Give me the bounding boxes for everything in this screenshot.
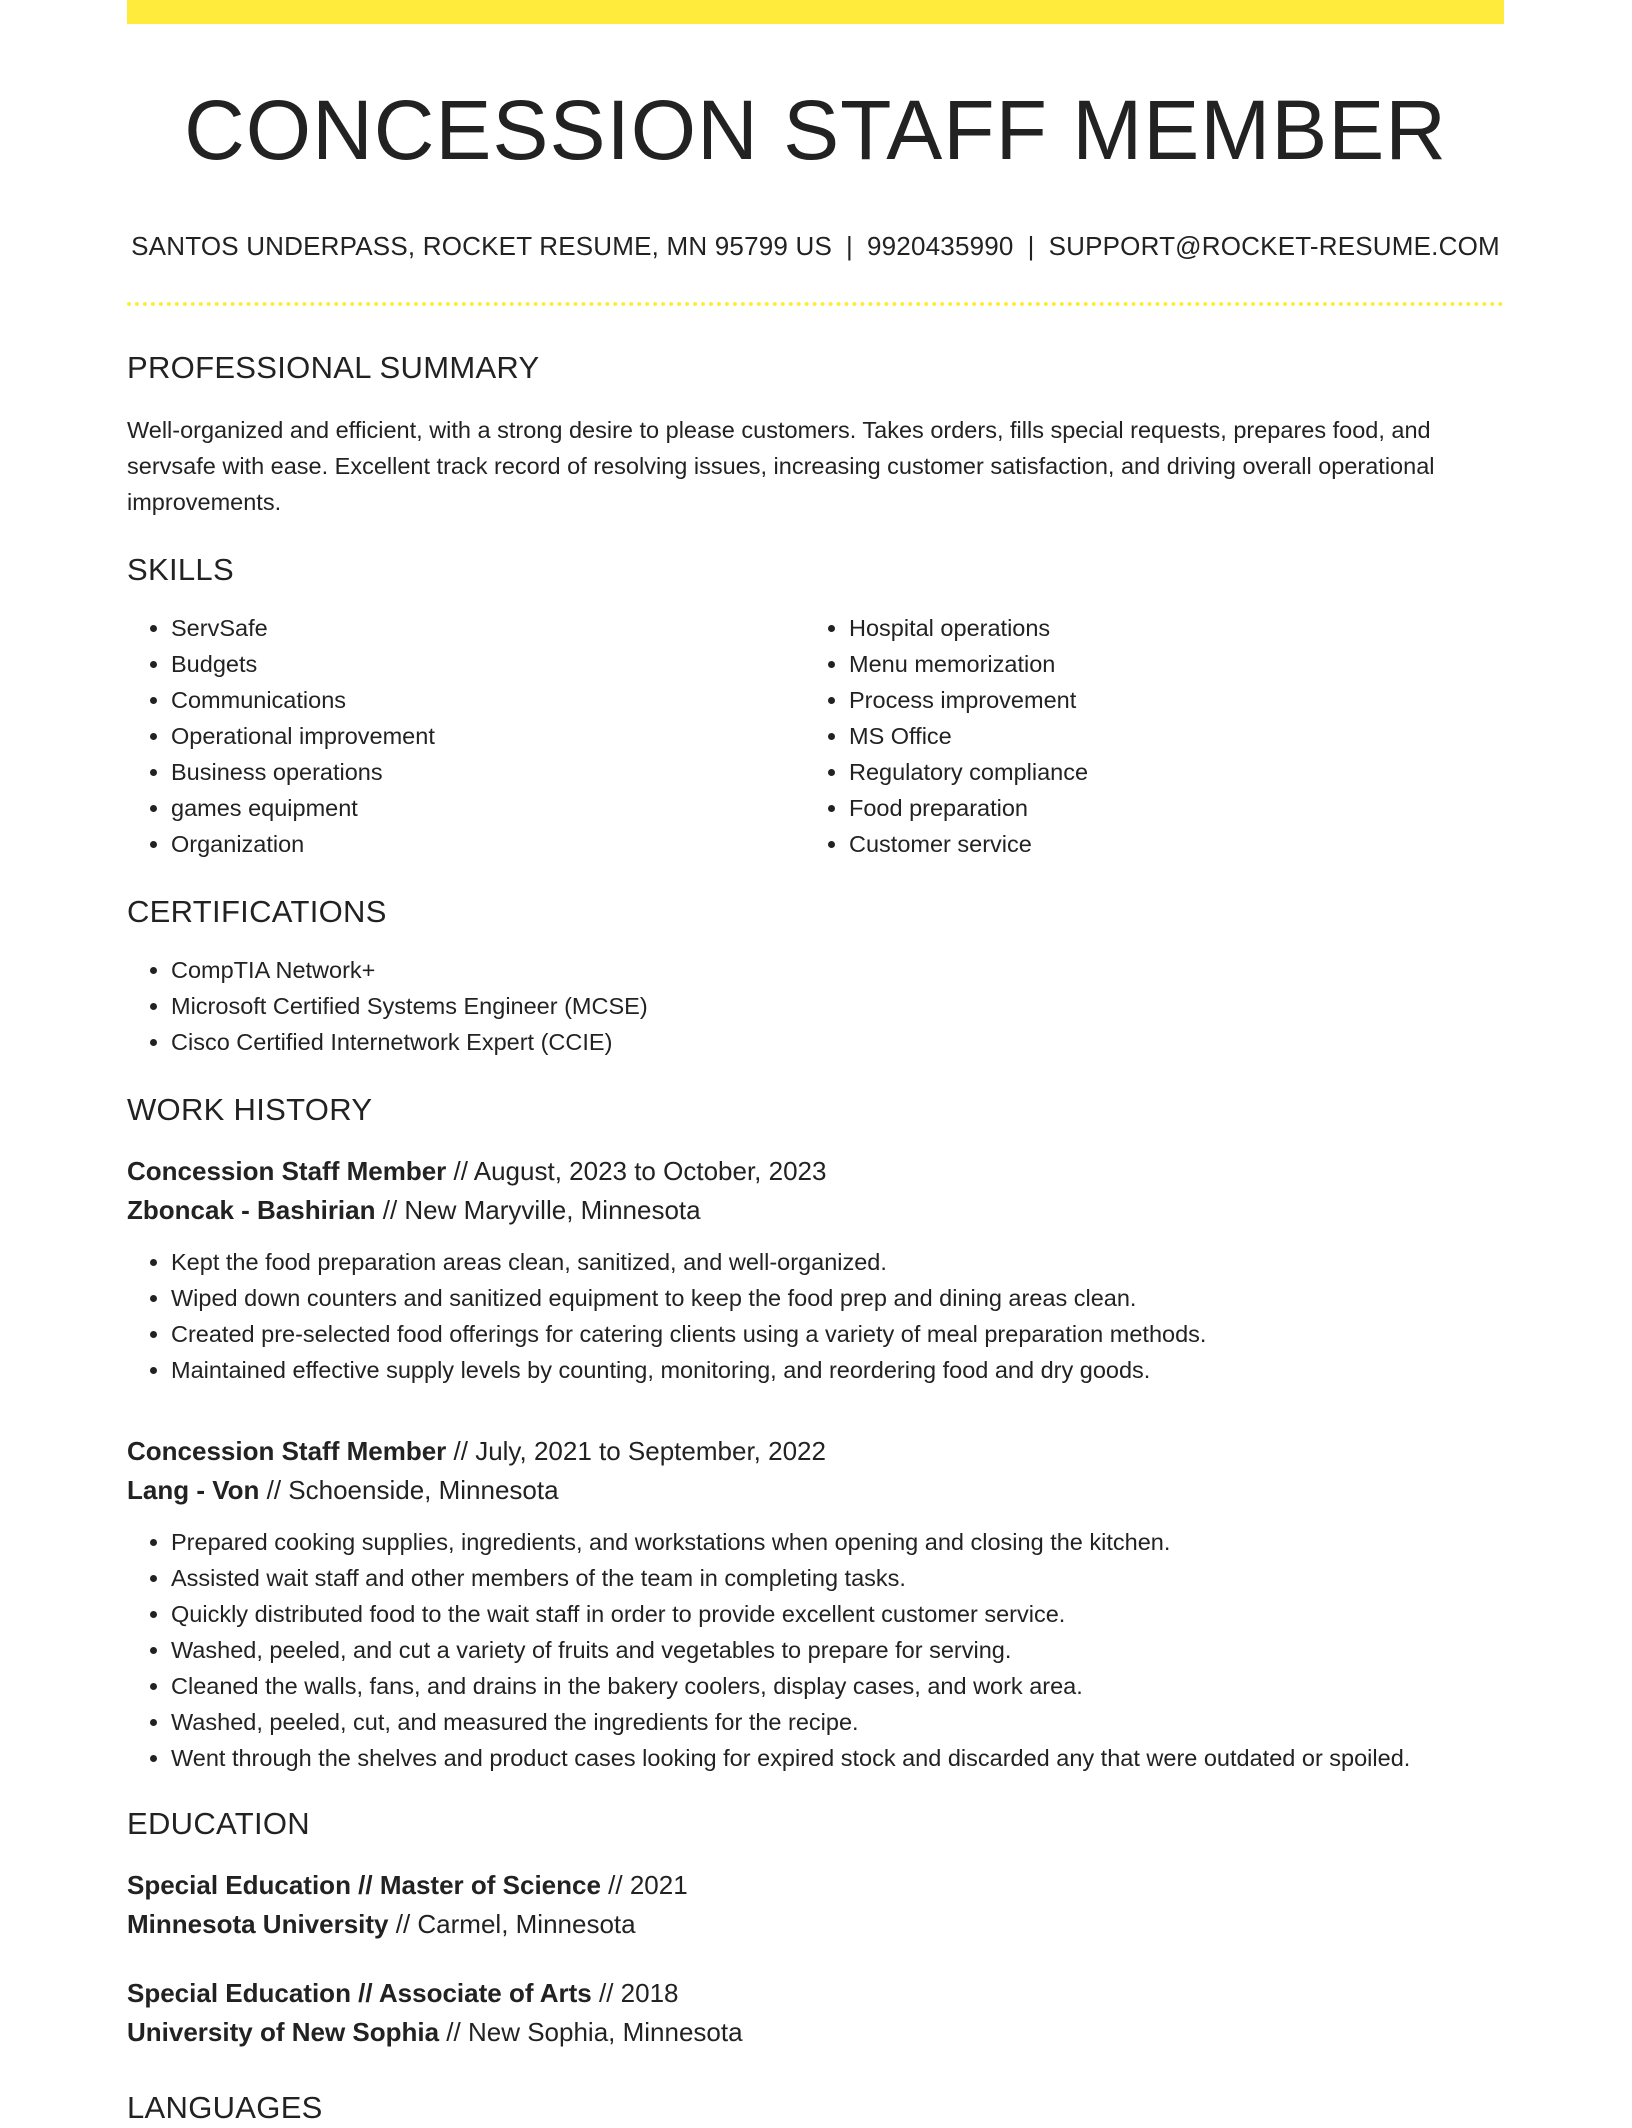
dotted-divider <box>127 302 1504 306</box>
edu-location: // Carmel, Minnesota <box>388 1909 636 1939</box>
contact-phone: 9920435990 <box>866 231 1014 261</box>
skill-item: • Organization <box>171 826 805 862</box>
skill-item: • Operational improvement <box>171 718 805 754</box>
top-accent-bar <box>127 0 1504 24</box>
edu-school: Minnesota University <box>127 1909 389 1939</box>
skill-item: • Business operations <box>171 754 805 790</box>
job-role: Concession Staff Member <box>127 1436 447 1466</box>
skills-list-right <box>805 610 1483 862</box>
job-company-line <box>127 1471 1504 1510</box>
job-bullets <box>127 1244 1504 1388</box>
skill-item: • Regulatory compliance <box>849 754 1483 790</box>
job-role-line <box>127 1432 1504 1471</box>
skills-grid <box>127 610 1504 862</box>
skill-item: • Process improvement <box>849 682 1483 718</box>
job-entry <box>127 1432 1504 1776</box>
languages-heading: LANGUAGES <box>127 2090 323 2125</box>
job-bullets <box>127 1524 1504 1776</box>
work-history-heading: WORK HISTORY <box>127 1092 373 1127</box>
skill-item: • games equipment <box>171 790 805 826</box>
job-role-line <box>127 1152 1504 1191</box>
skill-item: • Budgets <box>171 646 805 682</box>
summary-heading: PROFESSIONAL SUMMARY <box>127 350 540 385</box>
skill-item: • MS Office <box>849 718 1483 754</box>
contact-address: SANTOS UNDERPASS, ROCKET RESUME, MN 95799 US <box>131 231 833 261</box>
job-bullet: • Wiped down counters and sanitized equipment to keep the food prep and dining areas clean. <box>171 1280 1504 1316</box>
contact-email: SUPPORT@ROCKET-RESUME.COM <box>1048 231 1500 261</box>
job-entry <box>127 1152 1504 1388</box>
job-bullet: • Kept the food preparation areas clean, sanitized, and well-organized. <box>171 1244 1504 1280</box>
contact-separator: | <box>846 231 853 261</box>
summary-text: Well-organized and efficient, with a strong desire to please customers. Takes orders, fills special requests, prepares food, and servsafe with ease. Excellent track record of resolving issues, increasing customer satisfaction, and driving overall operational improvements. <box>127 417 1435 515</box>
certification-item: • Cisco Certified Internetwork Expert (CCIE) <box>171 1024 1504 1060</box>
skills-list-left <box>127 610 805 862</box>
edu-school-line <box>127 1905 1504 1944</box>
job-bullet: • Washed, peeled, and cut a variety of fruits and vegetables to prepare for serving. <box>171 1632 1504 1668</box>
edu-year: // 2018 <box>591 1978 679 2008</box>
edu-degree-line <box>127 1866 1504 1905</box>
job-role: Concession Staff Member <box>127 1156 447 1186</box>
resume-page <box>127 0 1504 2128</box>
job-bullet: • Created pre-selected food offerings for catering clients using a variety of meal preparation methods. <box>171 1316 1504 1352</box>
skill-item: • Customer service <box>849 826 1483 862</box>
edu-school: University of New Sophia <box>127 2017 440 2047</box>
job-bullet: • Went through the shelves and product cases looking for expired stock and discarded any that were outdated or spoiled. <box>171 1740 1504 1776</box>
job-bullet: • Washed, peeled, cut, and measured the ingredients for the recipe. <box>171 1704 1504 1740</box>
skills-heading: SKILLS <box>127 552 234 587</box>
certifications-list <box>127 952 1504 1060</box>
candidate-title: CONCESSION STAFF MEMBER <box>184 83 1447 177</box>
education-entry <box>127 1866 1504 1944</box>
education-entry <box>127 1974 1504 2052</box>
job-bullet: • Quickly distributed food to the wait staff in order to provide excellent customer service. <box>171 1596 1504 1632</box>
edu-degree: Special Education // Associate of Arts <box>127 1978 592 2008</box>
job-bullet: • Maintained effective supply levels by counting, monitoring, and reordering food and dry goods. <box>171 1352 1504 1388</box>
contact-separator: | <box>1027 231 1035 261</box>
education-heading: EDUCATION <box>127 1806 310 1841</box>
job-dates: // August, 2023 to October, 2023 <box>446 1156 827 1186</box>
edu-degree: Special Education // Master of Science <box>127 1870 601 1900</box>
job-company: Zboncak - Bashirian <box>127 1195 376 1225</box>
job-dates: // July, 2021 to September, 2022 <box>446 1436 826 1466</box>
job-bullet: • Prepared cooking supplies, ingredients, and workstations when opening and closing the kitchen. <box>171 1524 1504 1560</box>
skill-item: • Food preparation <box>849 790 1483 826</box>
job-company: Lang - Von <box>127 1475 260 1505</box>
edu-location: // New Sophia, Minnesota <box>439 2017 743 2047</box>
edu-year: // 2021 <box>600 1870 688 1900</box>
job-location: // New Maryville, Minnesota <box>375 1195 701 1225</box>
certification-item: • Microsoft Certified Systems Engineer (MCSE) <box>171 988 1504 1024</box>
job-company-line <box>127 1191 1504 1230</box>
job-bullet: • Cleaned the walls, fans, and drains in the bakery coolers, display cases, and work area. <box>171 1668 1504 1704</box>
skill-item: • Hospital operations <box>849 610 1483 646</box>
job-bullet: • Assisted wait staff and other members of the team in completing tasks. <box>171 1560 1504 1596</box>
certification-item: • CompTIA Network+ <box>171 952 1504 988</box>
certifications-heading: CERTIFICATIONS <box>127 894 387 929</box>
edu-school-line <box>127 2013 1504 2052</box>
skill-item: • Communications <box>171 682 805 718</box>
job-location: // Schoenside, Minnesota <box>259 1475 559 1505</box>
edu-degree-line <box>127 1974 1504 2013</box>
contact-line <box>127 230 1504 262</box>
skill-item: • Menu memorization <box>849 646 1483 682</box>
skill-item: • ServSafe <box>171 610 805 646</box>
